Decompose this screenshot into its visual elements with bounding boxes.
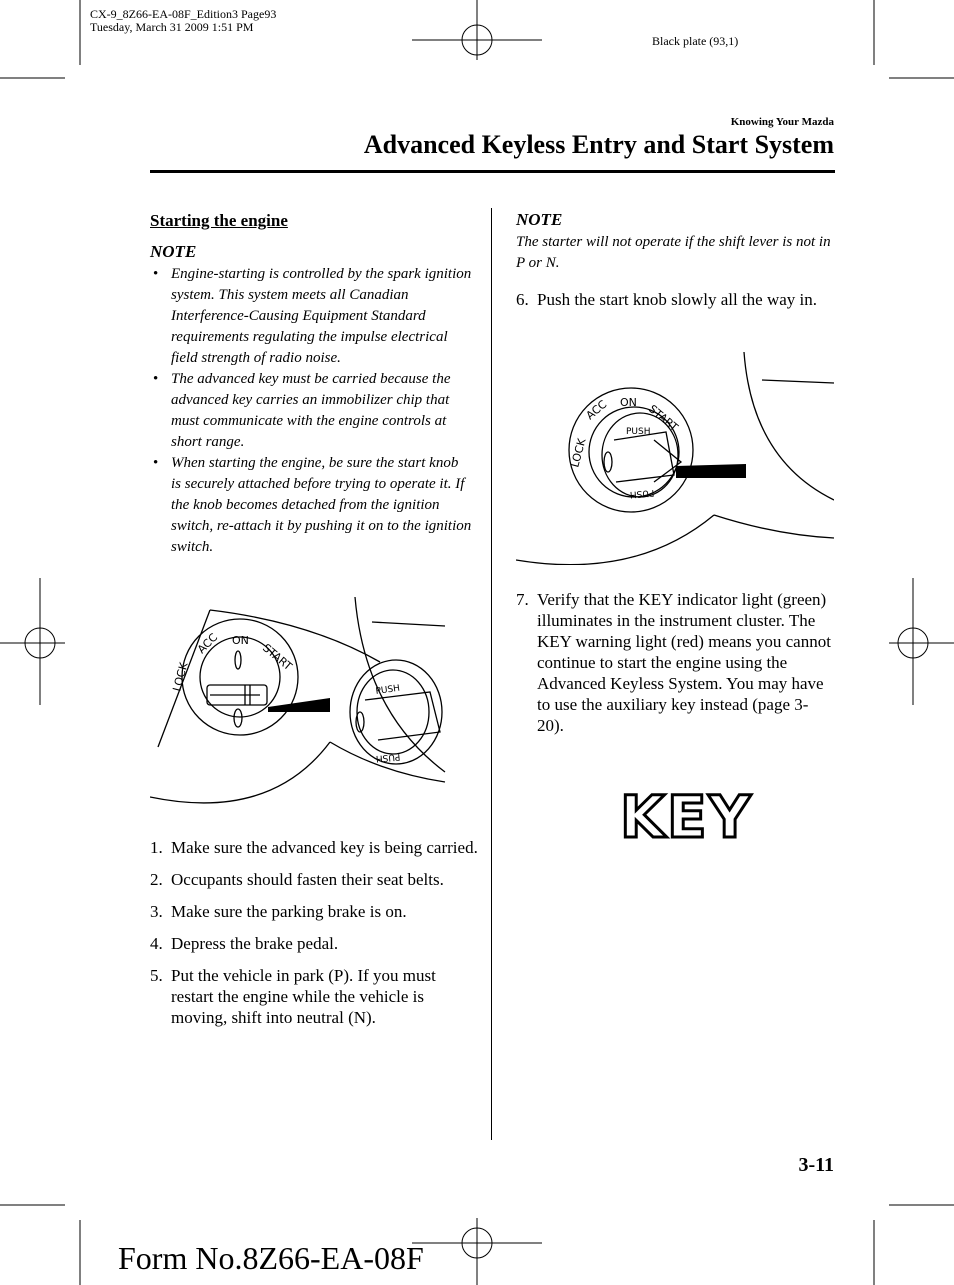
steps-list-right-a — [516, 289, 834, 321]
ignition-knob-illustration — [150, 592, 450, 808]
note-bullet-list — [150, 264, 472, 558]
key-indicator-symbol: KEY — [620, 783, 753, 851]
switch-label-acc: ACC — [583, 397, 610, 423]
switch-label-on: ON — [620, 396, 637, 409]
switch-label-start: START — [646, 402, 681, 435]
note-text-right: The starter will not operate if the shift lever is not in P or N. — [516, 234, 831, 271]
note-bullet: • When starting the engine, be sure the start knob is securely attached before trying to operate it. If the knob becomes detached from the ignition switch, re-attach it by pushing it on to the ignition switch. — [153, 455, 472, 555]
note-label: NOTE — [150, 242, 197, 261]
step-item: 3. Make sure the parking brake is on. — [150, 902, 407, 921]
page-title: Advanced Keyless Entry and Start System — [363, 130, 834, 159]
bullet-dot: • — [153, 455, 159, 471]
knob-label-push-top: PUSH — [375, 683, 401, 697]
section-label: Knowing Your Mazda — [730, 116, 834, 128]
section-heading: Starting the engine — [150, 211, 288, 230]
step-item: 2. Occupants should fasten their seat belts. — [150, 870, 444, 889]
print-file-name: CX-9_8Z66-EA-08F_Edition3 Page93 — [90, 7, 277, 21]
step-item: 7. Verify that the KEY indicator light (green) illuminates in the instrument cluster. The KEY warning light (red) means you cannot continue to start the engine using the Advanced Keyless System. You may have to use the auxiliary key instead (page 3-20). — [516, 590, 831, 735]
print-metadata — [90, 8, 276, 34]
ignition-switch-drawing — [150, 592, 450, 808]
column-divider — [491, 208, 492, 1140]
knob-label-push-bottom: PUSH — [629, 487, 655, 500]
print-timestamp: Tuesday, March 31 2009 1:51 PM — [90, 20, 254, 34]
step-item: 5. Put the vehicle in park (P). If you must restart the engine while the vehicle is moving, shift into neutral (N). — [150, 966, 436, 1027]
step-item: 6. Push the start knob slowly all the way in. — [516, 290, 818, 309]
switch-label-acc: ACC — [194, 630, 221, 657]
knob-label-push-bottom: PUSH — [375, 751, 401, 764]
push-knob-drawing — [516, 350, 834, 565]
note-label-right: NOTE — [516, 210, 563, 229]
bullet-dot: • — [153, 371, 159, 387]
note-bullet: • Engine-starting is controlled by the spark ignition system. This system meets all Canadian Interference-Causing Equipment Standard requirements regulating the impulse electrical field strength of radio noise. — [153, 266, 472, 366]
form-number: Form No.8Z66-EA-08F — [118, 1240, 424, 1276]
steps-list-right-b — [516, 589, 834, 747]
step-item: 4. Depress the brake pedal. — [150, 934, 339, 953]
push-knob-illustration — [516, 350, 834, 565]
page-number: 3-11 — [798, 1154, 834, 1176]
knob-label-push-top: PUSH — [626, 427, 651, 437]
switch-label-lock: LOCK — [170, 661, 191, 693]
switch-label-start: START — [260, 641, 295, 674]
step-item: 1. Make sure the advanced key is being carried. — [150, 838, 478, 857]
plate-label: Black plate (93,1) — [652, 34, 739, 48]
switch-label-lock: LOCK — [568, 437, 589, 469]
bullet-dot: • — [153, 266, 159, 282]
switch-label-on: ON — [232, 634, 249, 647]
title-rule — [150, 170, 835, 173]
note-bullet: • The advanced key must be carried because the advanced key carries an immobilizer chip that must communicate with the engine controls at short range. — [153, 371, 451, 450]
steps-list-left — [150, 837, 480, 1039]
